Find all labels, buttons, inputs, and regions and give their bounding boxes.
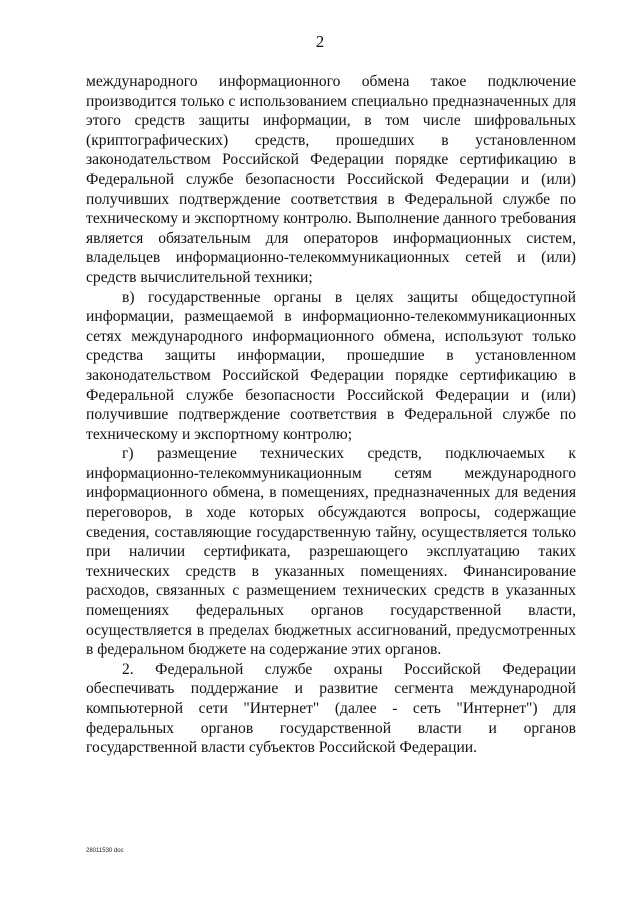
paragraph-section-2: 2. Федеральной службе охраны Российской Федерации обеспечивать поддержание и развитие сегмента международной компьютерной сети "Интернет" (далее - сеть "Интернет") для федеральных органов государственной власти и органов государственной власти субъектов Российской Федерации. bbox=[86, 660, 576, 757]
page-number: 2 bbox=[315, 32, 325, 51]
footer-file-code: 28011530 doc bbox=[86, 848, 124, 854]
document-body bbox=[86, 72, 576, 758]
paragraph-item-v: в) государственные органы в целях защиты общедоступной информации, размещаемой в информационно-телекоммуникационных сетях международного информационного обмена, используют только средства защиты информации, прошедшие в установленном законодательством Российской Федерации порядке сертификацию в Федеральной службе безопасности Российской Федерации и (или) получившие подтверждение соответствия в Федеральной службе по техническому и экспортному контролю; bbox=[86, 288, 576, 443]
paragraph-continuation: международного информационного обмена такое подключение производится только с использованием специально предназначенных для этого средств защиты информации, в том числе шифровальных (криптографических) средств, прошедших в установленном законодательством Российской Федерации порядке сертификацию в Федеральной службе безопасности Российской Федерации и (или) получивших подтверждение соответствия в Федеральной службе по техническому и экспортному контролю. Выполнение данного требования является обязательным для операторов информационных систем, владельцев информационно-телекоммуникационных сетей и (или) средств вычислительной техники; bbox=[86, 73, 576, 286]
paragraph-item-g: г) размещение технических средств, подключаемых к информационно-телекоммуникационным сетям международного информационного обмена, в помещениях, предназначенных для ведения переговоров, в ходе которых обсуждаются вопросы, содержащие сведения, составляющие государственную тайну, осуществляется только при наличии сертификата, разрешающего эксплуатацию таких технических средств в указанных помещениях. Финансирование расходов, связанных с размещением технических средств в указанных помещениях федеральных органов государственной власти, осуществляется в пределах бюджетных ассигнований, предусмотренных в федеральном бюджете на содержание этих органов. bbox=[86, 445, 576, 659]
